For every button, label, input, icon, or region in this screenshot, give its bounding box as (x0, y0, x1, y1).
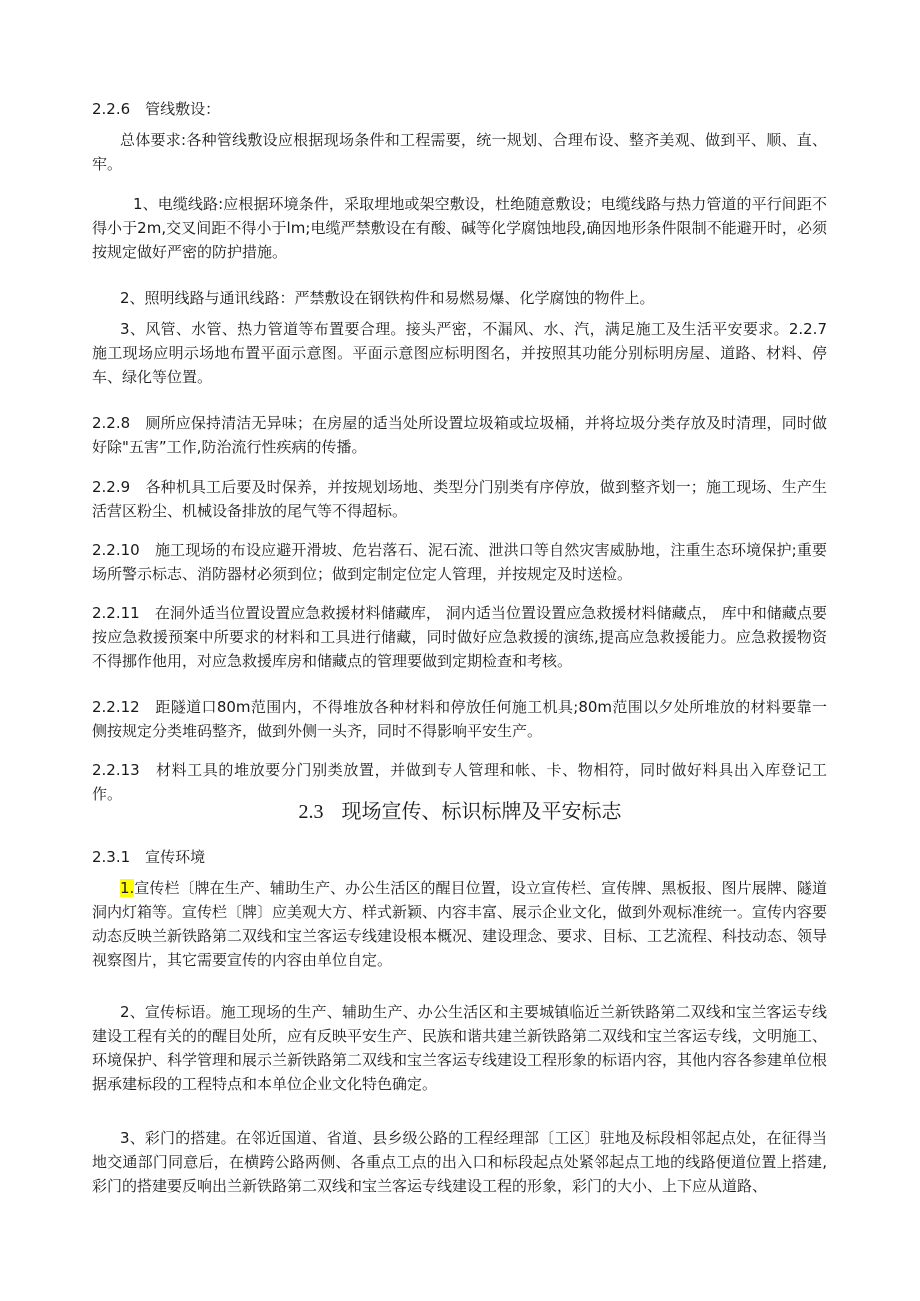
paragraph-2-2-13: 2.2.13 材料工具的堆放要分门别类放置，并做到专人管理和帐、卡、物相符，同时做好料具出入库登记工作。 (92, 761, 827, 803)
paragraph-general-requirements: 总体要求:各种管线敷设应根据现场条件和工程需要，统一规划、合理布设、整齐美观、做到平、顺、直、牢。 (92, 131, 827, 173)
section-heading-2-2-6: 2.2.6 管线敷设： (92, 100, 221, 118)
section-title-text: 现场宣传、标识标牌及平安标志 (341, 799, 622, 823)
paragraph-pipes: 3、风管、水管、热力管道等布置要合理。接头严密，不漏风、水、汽，满足施工及生活平安要求。2.2.7施工现场应明示场地布置平面示意图。平面示意图应标明图名，并按照其功能分别标明房屋、道路、材料、停车、绿化等位置。 (92, 320, 827, 386)
paragraph-lighting-lines: 2、照明线路与通讯线路：严禁敷设在钢铁构件和易燃易爆、化学腐蚀的物件上。 (120, 289, 655, 307)
paragraph-2-2-12: 2.2.12 距隧道口80m范围内，不得堆放各种材料和停放任何施工机具;80m范围以夕处所堆放的材料要靠一侧按规定分类堆码整齐，做到外侧一头齐，同时不得影响平安生产。 (92, 698, 827, 740)
paragraph-2-2-10: 2.2.10 施工现场的布设应避开滑坡、危岩落石、泥石流、泄洪口等自然灾害威胁地，注重生态环境保护;重要场所警示标志、消防器材必须到位；做到定制定位定人管理，并按规定及时送检。 (92, 541, 827, 583)
section-heading-2-3-1: 2.3.1 宣传环境 (92, 848, 206, 866)
paragraph-cable-lines: 1、电缆线路:应根据环境条件，采取埋地或架空敷设，杜绝随意敷设；电缆线路与热力管道的平行间距不得小于2m,交叉间距不得小于lm;电缆严禁敷设在有酸、碱等化学腐蚀地段,确因地形条件限制不能避开时，必须按规定做好严密的防护措施。 (92, 195, 827, 261)
paragraph-bulletin-board-text: 宣传栏〔牌在生产、辅助生产、办公生活区的醒目位置，设立宣传栏、宣传牌、黑板报、图片展牌、隧道洞内灯箱等。宣传栏〔牌〕应美观大方、样式新颖、内容丰富、展示企业文化，做到外观标准统一。宣传内容要动态反映兰新铁路第二双线和宝兰客运专线建设根本概况、建设理念、要求、目标、工艺流程、科技动态、领导视察图片，其它需要宣传的内容由单位自定。 (92, 879, 828, 969)
paragraph-bulletin-board (92, 876, 827, 972)
highlighted-list-number: 1. (120, 879, 135, 897)
section-title-number: 2.3 (298, 801, 324, 823)
paragraph-slogans: 2、宣传标语。施工现场的生产、辅助生产、办公生活区和主要城镇临近兰新铁路第二双线和宝兰客运专线建设工程有关的的醒目处所，应有反映平安生产、民族和谐共建兰新铁路第二双线和宝兰客运专线，文明施工、环境保护、科学管理和展示兰新铁路第二双线和宝兰客运专线建设工程形象的标语内容，其他内容各参建单位根据承建标段的工程特点和本单位企业文化特色确定。 (92, 1003, 828, 1093)
section-title-2-3 (0, 797, 920, 826)
paragraph-2-2-11: 2.2.11 在洞外适当位置设置应急救援材料储藏库， 洞内适当位置设置应急救援材料储藏点， 库中和储藏点要按应急救援预案中所要求的材料和工具进行储藏，同时做好应急救援的演练,提高应急救援能力。应急救援物资不得挪作他用，对应急救援库房和储藏点的管理要做到定期检查和考核。 (92, 604, 827, 670)
paragraph-2-2-8: 2.2.8 厕所应保持清洁无异味；在房屋的适当处所设置垃圾箱或垃圾桶，并将垃圾分类存放及时清理，同时做好除"五害”工作,防治流行性疾病的传播。 (92, 414, 827, 456)
paragraph-arch-gate: 3、彩门的搭建。在邻近国道、省道、县乡级公路的工程经理部〔工区〕驻地及标段相邻起点处，在征得当地交通部门同意后，在横跨公路两侧、各重点工点的出入口和标段起点处紧邻起点工地的线路便道位置上搭建,彩门的搭建要反响出兰新铁路第二双线和宝兰客运专线建设工程的形象，彩门的大小、上下应从道路、 (92, 1129, 827, 1195)
paragraph-2-2-9: 2.2.9 各种机具工后要及时保养，并按规划场地、类型分门别类有序停放，做到整齐划一；施工现场、生产生活营区粉尘、机械设备排放的尾气等不得超标。 (92, 478, 827, 520)
